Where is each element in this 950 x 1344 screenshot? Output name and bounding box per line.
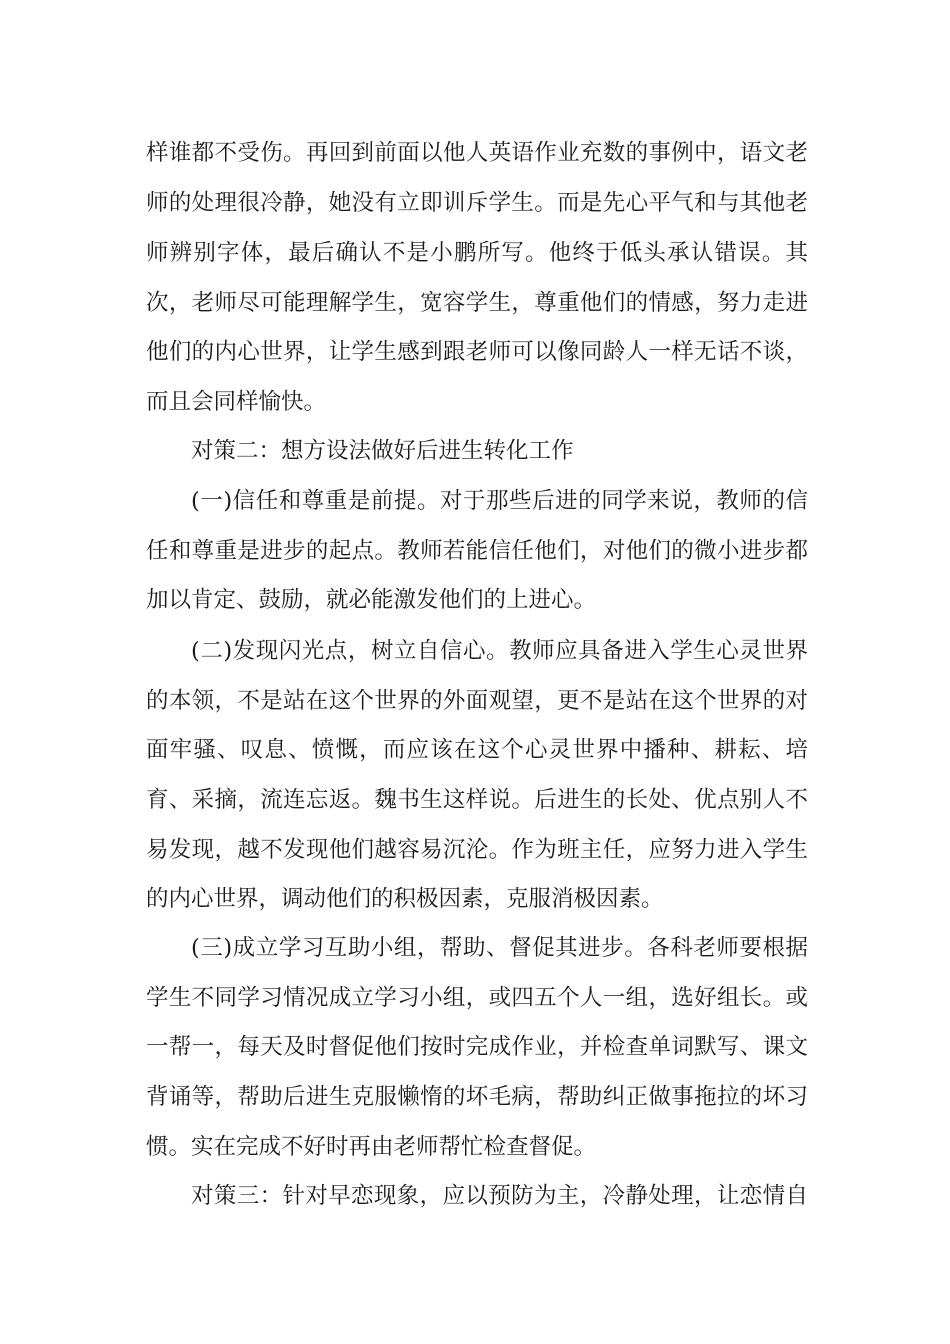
text-line-14: 育、采摘，流连忘返。魏书生这样说。后进生的长处、优点别人不 [146, 787, 808, 813]
text-line-9: 任和尊重是进步的起点。教师若能信任他们，对他们的微小进步都 [146, 538, 808, 564]
text-line-2: 师的处理很冷静，她没有立即训斥学生。而是先心平气和与其他老 [146, 190, 808, 216]
section-heading-strategy-3: 对策三：针对早恋现象，应以预防为主，冷静处理，让恋情自 [191, 1183, 808, 1209]
text-line-18: 学生不同学习情况成立学习小组，或四五个人一组，选好组长。或 [146, 985, 808, 1011]
text-line-1: 样谁都不受伤。再回到前面以他人英语作业充数的事例中，语文老 [146, 140, 808, 166]
text-line-11: (二)发现闪光点，树立自信心。教师应具备进入学生心灵世界 [191, 638, 808, 664]
text-line-21: 惯。实在完成不好时再由老师帮忙检查督促。 [146, 1134, 597, 1160]
text-line-15: 易发现，越不发现他们越容易沉沦。作为班主任，应努力进入学生 [146, 837, 808, 863]
text-line-19: 一帮一，每天及时督促他们按时完成作业，并检查单词默写、课文 [146, 1034, 808, 1060]
text-line-16: 的内心世界，调动他们的积极因素，克服消极因素。 [146, 886, 664, 912]
text-line-20: 背诵等，帮助后进生克服懒惰的坏毛病，帮助纠正做事拖拉的坏习 [146, 1084, 808, 1110]
text-line-17: (三)成立学习互助小组，帮助、督促其进步。各科老师要根据 [191, 935, 808, 961]
section-heading-strategy-2: 对策二：想方设法做好后进生转化工作 [191, 438, 574, 464]
text-line-5: 他们的内心世界，让学生感到跟老师可以像同龄人一样无话不谈， [146, 339, 808, 365]
text-line-13: 面牢骚、叹息、愤慨，而应该在这个心灵世界中播种、耕耘、培 [146, 737, 808, 763]
text-line-4: 次，老师尽可能理解学生，宽容学生，尊重他们的情感，努力走进 [146, 290, 808, 316]
text-line-12: 的本领，不是站在这个世界的外面观望，更不是站在这个世界的对 [146, 688, 808, 714]
text-line-10: 加以肯定、鼓励，就必能激发他们的上进心。 [146, 587, 597, 613]
text-line-6: 而且会同样愉快。 [146, 389, 327, 415]
text-line-3: 师辨别字体，最后确认不是小鹏所写。他终于低头承认错误。其 [146, 240, 808, 266]
text-line-8: (一)信任和尊重是前提。对于那些后进的同学来说，教师的信 [191, 488, 808, 514]
